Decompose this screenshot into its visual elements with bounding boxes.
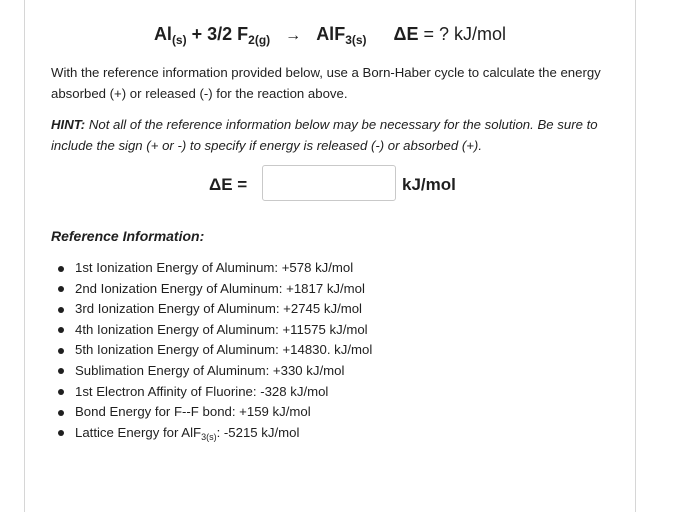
eq-f2: + 3/2 F (191, 24, 249, 44)
reaction-equation (25, 24, 635, 47)
reference-item (51, 279, 372, 300)
bullet-icon (58, 389, 64, 395)
hint-label: HINT: (51, 117, 86, 132)
reference-item (51, 382, 372, 403)
answer-unit: kJ/mol (402, 175, 456, 194)
lattice-state: 3(s) (201, 431, 217, 442)
reference-item (51, 402, 372, 423)
bullet-icon (58, 307, 64, 313)
answer-label: ΔE = (209, 175, 248, 194)
bullet-icon (58, 368, 64, 374)
answer-row (25, 165, 635, 203)
eq-delta-e: ΔE (393, 24, 419, 44)
bullet-icon (58, 430, 64, 436)
bullet-icon (58, 410, 64, 416)
reference-item-text: 1st Electron Affinity of Fluorine: -328 kJ/mol (75, 383, 329, 399)
hint-text (51, 114, 617, 156)
reference-item-text: 3rd Ionization Energy of Aluminum: +2745 kJ/mol (75, 301, 362, 317)
eq-arrow: → (285, 27, 302, 44)
reference-item-lattice (51, 423, 372, 444)
reference-item (51, 299, 372, 320)
eq-al: Al (153, 24, 172, 44)
eq-al-state: (s) (171, 33, 187, 47)
hint-body: Not all of the reference information below may be necessary for the solution. Be sure to include the sign (+ or -) to specify if energy is released (-) or absorbed (+). (51, 117, 598, 153)
question-card (24, 0, 636, 512)
reference-item (51, 258, 372, 279)
bullet-icon (58, 348, 64, 354)
eq-alf3-state: 3(s) (345, 33, 367, 47)
eq-delta-rest: = ? kJ/mol (423, 24, 507, 44)
delta-e-answer-input[interactable] (262, 165, 396, 201)
bullet-icon (58, 266, 64, 272)
lattice-suffix: : -5215 kJ/mol (216, 424, 300, 440)
reference-title: Reference Information: (51, 228, 205, 244)
eq-f2-state: 2(g) (248, 33, 271, 47)
reference-item-text: 5th Ionization Energy of Aluminum: +14830. kJ/mol (75, 342, 373, 358)
lattice-prefix: Lattice Energy for AlF (75, 424, 202, 440)
reference-item-text: Bond Energy for F--F bond: +159 kJ/mol (75, 404, 311, 420)
reference-item (51, 361, 372, 382)
reference-list (51, 258, 372, 443)
reference-item-text: 2nd Ionization Energy of Aluminum: +1817 kJ/mol (75, 280, 365, 296)
instructions-text: With the reference information provided below, use a Born-Haber cycle to calculate the energy absorbed (+) or released (-) for the reaction above. (51, 65, 601, 101)
reference-item (51, 340, 372, 361)
reference-item-text: 4th Ionization Energy of Aluminum: +11575 kJ/mol (75, 321, 368, 337)
bullet-icon (58, 327, 64, 333)
reference-item-text: 1st Ionization Energy of Aluminum: +578 kJ/mol (75, 260, 354, 275)
eq-alf3: AlF (316, 24, 346, 44)
bullet-icon (58, 286, 64, 292)
reference-item (51, 320, 372, 341)
reference-item-text: Sublimation Energy of Aluminum: +330 kJ/mol (75, 362, 345, 378)
